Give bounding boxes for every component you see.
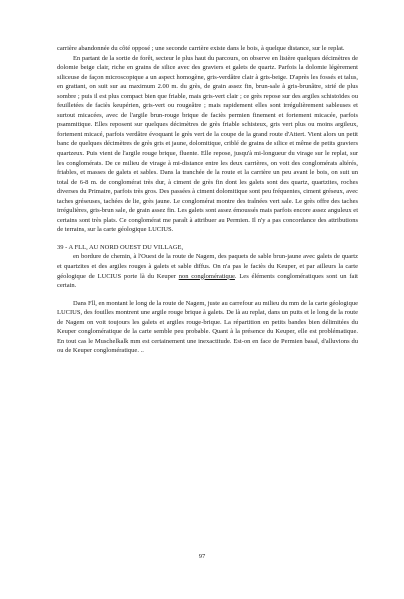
paragraph-continuation: carrière abandonnée du côté opposé ; une seconde carrière existe dans le bois, à quelque distance, sur le replat. xyxy=(57,45,345,52)
paragraph-chemin-text-1: en bordure de chemin, à l'Ouest de la route de Nagem, des paquets de sable brun-jaune avec galets de quartz et quartzites et des argiles rouges à galets et sable diffus. On n'a pas le faciès du Keuper, et par ailleurs la carte géologique de LUCIUS porte là du Keuper xyxy=(57,253,358,280)
paragraph-chemin-text-2: . Les éléments conglomératiques sont un fait certain. xyxy=(57,272,358,290)
document-page xyxy=(57,44,358,356)
page-number: 97 xyxy=(198,553,206,560)
paragraph-chemin xyxy=(57,252,358,290)
paragraph-forest-section: En partant de la sortie de forêt, secteur le plus haut du parcours, on observe en lisière quelques décimètres de dolomie beige clair, riche en grains de silice avec des graviers et galets de quartz. Parfois la dolomie légèrement siliceuse de façon microscopique a un aspect homogène, gris-verdâtre clair à gris-beige. D'après les fossés et talus, en grattant, on suit sur au maximum 2.00 m. du grès, de grain assez fin, brun-sale à gris-brunâtre, strié de plus sombre ; puis il est plus compact bien que friable, mais gris-vert clair ; ce grès repose sur des argiles schistoïdes ou feuilletées de faciès keupérien, gris-vert ou rougeâtre ; mais rapidement elles sont irrégulièrement sableuses et surtout micacées, avec de l'argile brun-rouge brique de faciès permien finement et fortement micacée, parfois psammitique. Elles reposent sur quelques décimètres de grès friable schisteux, gris vert plus ou moins argileux, fortement micacé, parfois verdâtre évoquant le grès vert de la coupe de la grand route d'Attert. Vient alors un petit banc de quelques décimètres de grès gris et jaune, dolomitique, criblé de grains de silice et même de petits graviers quartzeux. Puis vient de l'argile rouge brique, fluente. Elle repose, jusqu'à mi-longueur du virage sur le replat, sur les conglomérats. De ce milieu de virage à mi-distance entre les deux carrières, on voit des conglomérats altérés, friables, et masses de galets et sables. Dans la tranchée de la route et la carrière un peu avant le bois, on suit un total de 6-8 m. de conglomérat très dur, à ciment de grès fin dont les galets sont des quartz, quartzites, roches diverses du Primaire, parfois très gros. Des passées à ciment dolomitique sont peu fréquentes, ciment gréseux, avec taches gréseuses, tachées de lie, grès jaune. Le conglomérat montre des traînées vert sale. Le grès offre des taches irrégulières, gris-brun sale, de grain assez fin. Les galets sont assez émoussés mais parfois encore assez anguleux et certains sont très plats. Ce conglomérat me paraît à attribuer au Permien. Il n'y a pas concordance des attributions de terrains, sur la carte géologique LUCIUS. xyxy=(57,54,358,234)
paragraph-nagem-route: Dans Fll, en montant le long de la route de Nagem, juste au carrefour au milieu du mm de la carte géologique LUCIUS, des fouilles montrent une argile rouge brique à galets. De là au replat, dans un puits et le long de la route de Nagem on voit toujours les galets et argiles rouge-brique. La répartition en petits bandes bien délimitées du Keuper conglomératique de la carte semble peu probable. Quant à la présence du Keuper, elle est problématique. En tout cas le Muschelkalk mm est certainement une inexactitude. Est-on en face de Permien basal, d'alluvions du ou de Keuper conglomératique. .. xyxy=(57,299,358,355)
emphasis-non-conglomeratique: non conglomératique xyxy=(178,272,235,280)
section-heading: 39 - A FLL, AU NORD OUEST DU VILLAGE, xyxy=(57,243,184,251)
